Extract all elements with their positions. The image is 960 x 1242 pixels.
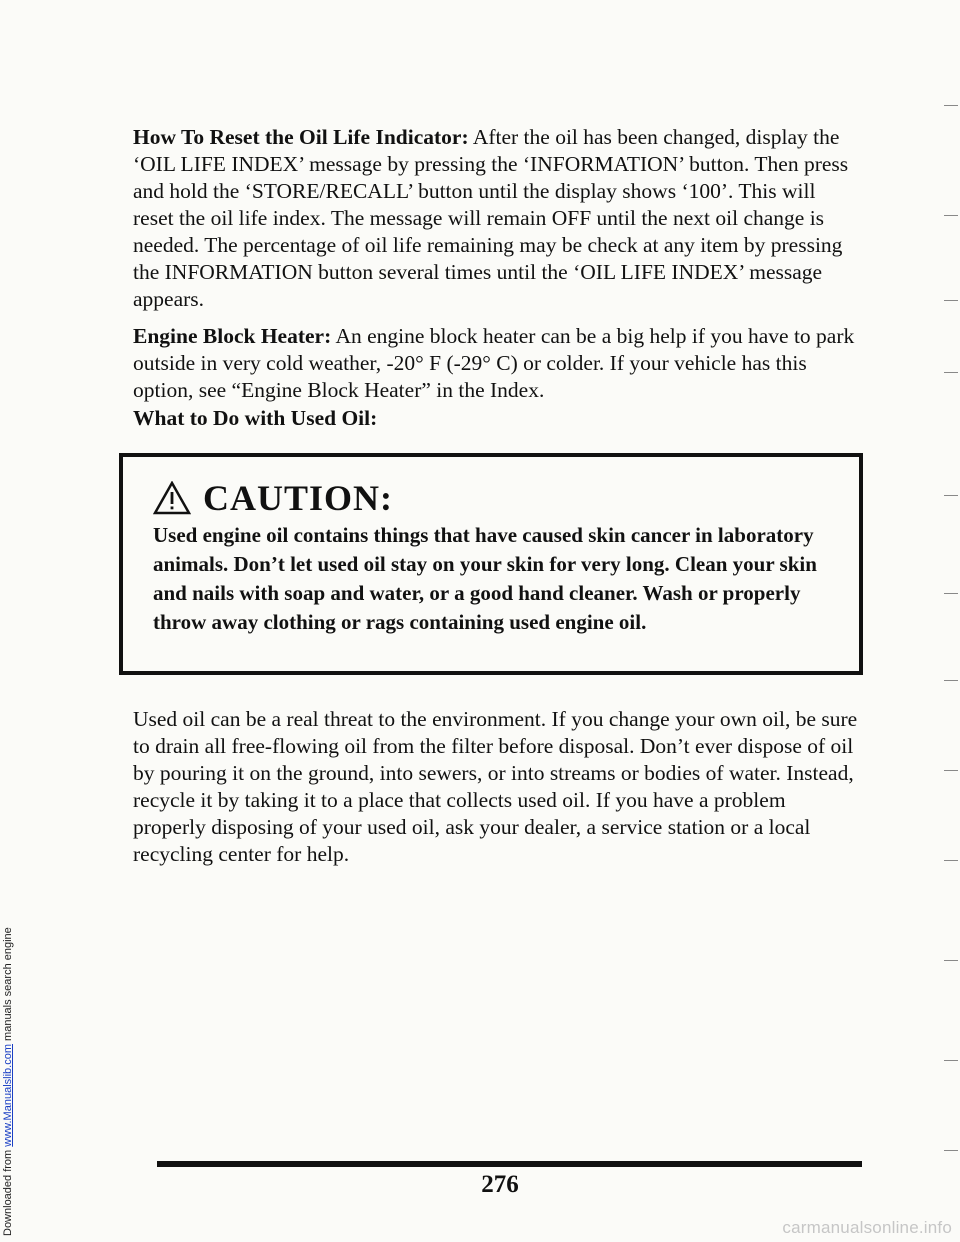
download-prefix: Downloaded from — [2, 1146, 14, 1236]
margin-tick — [944, 960, 958, 961]
oil-life-reset-paragraph — [133, 124, 858, 313]
page-number: 276 — [481, 1171, 519, 1198]
used-oil-paragraph: Used oil can be a real threat to the environment. If you change your own oil, be sure to drain all free-flowing oil from the filter before disposal. Don’t ever dispose of oil by pouring it on the ground, into sewers, or into streams or bodies of water. Instead, recycle it by taking it to a place that collects used oil. If you have a problem properly disposing of your used oil, ask your dealer, a service station or a local recycling center for help. — [133, 707, 858, 866]
margin-tick — [944, 1060, 958, 1061]
oil-life-reset-text: After the oil has been changed, display the ‘OIL LIFE INDEX’ message by pressing the ‘INFORMATION’ button. Then press and hold the ‘STORE/RECALL’ button until the display shows ‘100’. This will reset the oil life index. The message will remain OFF until the next oil change is needed. The percentage of oil life remaining may be check at any item by pressing the INFORMATION button several times until the ‘OIL LIFE INDEX’ message appears. — [133, 125, 849, 311]
margin-tick — [944, 680, 958, 681]
engine-block-heater-heading: Engine Block Heater: — [133, 324, 332, 348]
watermark: carmanualsonline.info — [782, 1218, 952, 1237]
margin-tick — [944, 105, 958, 106]
caution-title: CAUTION: — [203, 478, 394, 518]
margin-tick — [944, 372, 958, 373]
caution-header — [153, 477, 393, 519]
margin-tick — [944, 495, 958, 496]
engine-block-heater-paragraph — [133, 323, 858, 404]
download-sidebar — [2, 0, 16, 1242]
footer-rule — [157, 1161, 862, 1167]
margin-tick — [944, 300, 958, 301]
used-oil-heading: What to Do with Used Oil: — [133, 406, 378, 430]
margin-ticks — [940, 0, 960, 1242]
margin-tick — [944, 1150, 958, 1151]
manualslib-link[interactable]: www.Manualslib.com — [2, 1044, 14, 1147]
margin-tick — [944, 215, 958, 216]
caution-text: Used engine oil contains things that have caused skin cancer in laboratory animals. Don’t let used oil stay on your skin for very long. Clean your skin and nails with soap and water, or a good hand cleaner. Wash or properly throw away clothing or rags containing used engine oil. — [153, 523, 817, 634]
download-notice — [2, 927, 14, 1236]
engine-block-heater-text: An engine block heater can be a big help if you have to park outside in very cold weather, -20° F (-29° C) or colder. If your vehicle has this option, see “Engine Block Heater” in the Index. — [133, 324, 855, 402]
download-suffix: manuals search engine — [2, 927, 14, 1045]
margin-tick — [944, 770, 958, 771]
margin-tick — [944, 593, 958, 594]
oil-life-reset-heading: How To Reset the Oil Life Indicator: — [133, 125, 469, 149]
warning-triangle-icon — [153, 481, 191, 515]
margin-tick — [944, 860, 958, 861]
